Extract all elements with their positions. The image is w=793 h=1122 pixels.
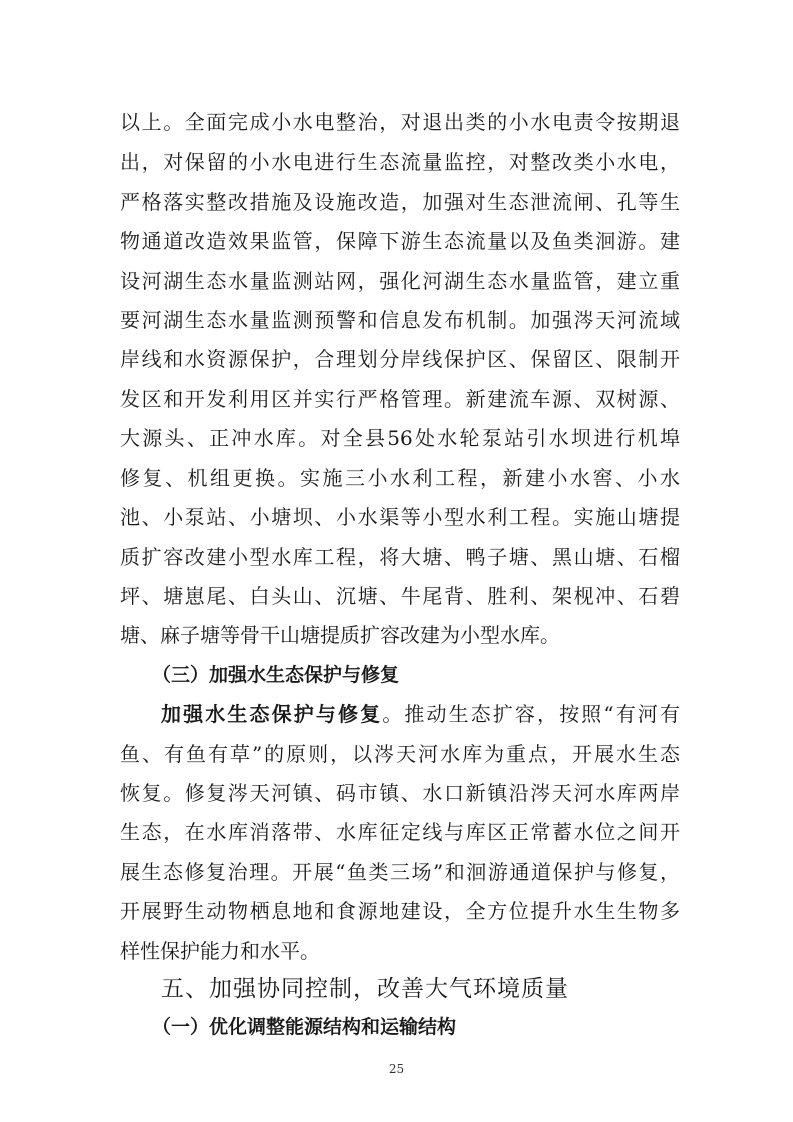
paragraph-line: 岸线和水资源保护，合理划分岸线保护区、保留区、限制开	[120, 347, 680, 371]
paragraph-line: 生态，在水库消落带、水库征定线与库区正常蓄水位之间开	[120, 820, 680, 844]
paragraph-line: 鱼、有鱼有草”的原则，以涔天河水库为重点，开展水生态	[120, 742, 680, 766]
paragraph-line: 要河湖生态水量监测预警和信息发布机制。加强涔天河流域	[120, 308, 680, 332]
paragraph-line: 塘、麻子塘等骨干山塘提质扩容改建为小型水库。	[120, 623, 560, 647]
subheading-three: （三）加强水生态保护与修复	[152, 664, 400, 686]
paragraph-line: 样性保护能力和水平。	[120, 939, 320, 963]
paragraph-line: 发区和开发利用区并实行严格管理。新建流车源、双树源、	[120, 387, 680, 411]
paragraph-line: 质扩容改建小型水库工程，将大塘、鸭子塘、黑山塘、石榴	[120, 545, 680, 569]
paragraph-lead-line	[161, 697, 680, 731]
paragraph-line: 开展野生动物栖息地和食源地建设，全方位提升水生生物多	[120, 899, 680, 923]
paragraph-lead-rest: 。推动生态扩容，按照“有河有	[382, 702, 680, 726]
subheading-one: （一）优化调整能源结构和运输结构	[152, 1016, 457, 1038]
paragraph-line: 严格落实整改措施及设施改造，加强对生态泄流闸、孔等生	[120, 190, 680, 214]
page-number: 25	[388, 1062, 405, 1076]
section-five-heading: 五、加强协同控制，改善大气环境质量	[161, 976, 569, 1002]
paragraph-line: 大源头、正冲水库。对全县56处水轮泵站引水坝进行机埠	[120, 426, 680, 450]
paragraph-line: 池、小泵站、小塘坝、小水渠等小型水利工程。实施山塘提	[120, 505, 680, 529]
paragraph-line: 物通道改造效果监管，保障下游生态流量以及鱼类洄游。建	[120, 229, 680, 253]
paragraph-line: 修复、机组更换。实施三小水利工程，新建小水窖、小水	[120, 466, 680, 490]
paragraph-lead-bold: 加强水生态保护与修复	[161, 702, 383, 726]
paragraph-line: 出，对保留的小水电进行生态流量监控，对整改类小水电，	[120, 150, 680, 174]
paragraph-line: 坪、塘崽尾、白头山、沉塘、牛尾背、胜利、架枧冲、石碧	[120, 584, 680, 608]
paragraph-line: 恢复。修复涔天河镇、码市镇、水口新镇沿涔天河水库两岸	[120, 781, 680, 805]
paragraph-line: 设河湖生态水量监测站网，强化河湖生态水量监管，建立重	[120, 269, 680, 293]
paragraph-line: 展生态修复治理。开展“鱼类三场”和洄游通道保护与修复，	[120, 860, 680, 884]
paragraph-line: 以上。全面完成小水电整治，对退出类的小水电责令按期退	[120, 110, 680, 134]
